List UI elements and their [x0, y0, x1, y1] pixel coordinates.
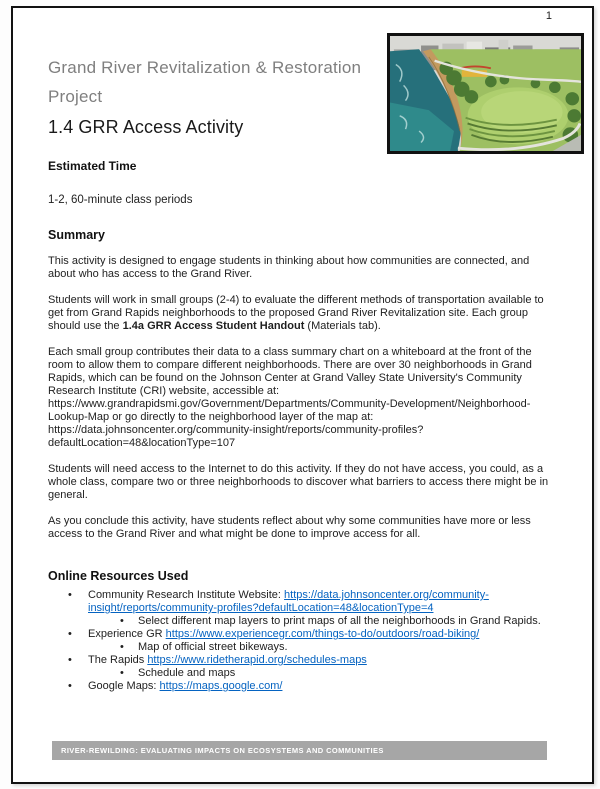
page-number: 1: [545, 10, 552, 22]
resource-item-experience-gr: [48, 628, 555, 654]
summary-heading: Summary: [48, 228, 105, 242]
resource-label: Google Maps:: [88, 680, 160, 692]
resource-subitem: • Schedule and maps: [88, 667, 555, 680]
resource-label: The Rapids: [88, 654, 148, 666]
resource-label: Community Research Institute Website:: [88, 589, 285, 601]
document-content: [48, 0, 555, 693]
handout-name-bold: 1.4a GRR Access Student Handout: [122, 320, 305, 332]
resource-item-cri: [48, 589, 555, 628]
resources-list: [48, 589, 555, 693]
footer-banner: RIVER-REWILDING: EVALUATING IMPACTS ON ECOSYSTEMS AND COMMUNITIES: [52, 741, 547, 760]
summary-paragraph-3: Each small group contributes their data to a class summary chart on a whiteboard at the front of the room to allow them to compare different neighborhoods. There are over 30 neighborhoods in Grand Rapids, which can be found on the Johnson Center at Grand Valley State University's Community Research Institute (CRI) website, accessible at: https://www.grandrapidsmi.gov/Government/Departments/Community-Development/Neighborhood-Lookup-Map or go directly to the neighborhood layer of the map at: https://data.johnsoncenter.org/community-insight/reports/community-profiles?defaultLocation=48&locationType=107: [48, 346, 532, 449]
online-resources-heading: Online Resources Used: [48, 569, 189, 583]
paragraph-text: (Materials tab).: [304, 320, 381, 332]
estimated-time-value: 1-2, 60-minute class periods: [48, 194, 193, 206]
resource-label: Experience GR: [88, 628, 166, 640]
summary-paragraph-1: This activity is designed to engage students in thinking about how communities are connected, and about who has access to the Grand River.: [48, 255, 530, 280]
google-maps-link[interactable]: https://maps.google.com/: [159, 680, 283, 692]
resource-subitem: • Map of official street bikeways.: [88, 641, 555, 654]
estimated-time-heading: Estimated Time: [48, 159, 137, 173]
the-rapids-link[interactable]: https://www.ridetherapid.org/schedules-maps: [147, 654, 367, 666]
summary-paragraph-2: [48, 294, 555, 333]
project-title: Grand River Revitalization & Restoration Project: [48, 58, 362, 106]
summary-paragraph-5: As you conclude this activity, have students reflect about why some communities have more or less access to the Grand River and what might be done to improve access for all.: [48, 515, 531, 540]
activity-title: 1.4 GRR Access Activity: [48, 117, 244, 137]
resource-subitem: • Select different map layers to print maps of all the neighborhoods in Grand Rapids.: [88, 615, 555, 628]
cri-website-link[interactable]: https://data.johnsoncenter.org/community-insight/reports/community-profiles?defaultLocation=48&locationType=4: [88, 589, 489, 614]
experience-gr-link[interactable]: https://www.experiencegr.com/things-to-do/outdoors/road-biking/: [165, 628, 480, 640]
summary-paragraph-4: Students will need access to the Internet to do this activity. If they do not have access, you could, as a whole class, compare two or three neighborhoods to discover what barriers to access there might be in general.: [48, 463, 549, 501]
resource-item-google-maps: [48, 680, 555, 693]
paragraph-text: Students will work in small groups (2-4) to evaluate the different methods of transportation available to get from Grand Rapids neighborhoods to the proposed Grand River Revitalization site. Each group should use the: [48, 294, 544, 332]
resource-item-the-rapids: [48, 654, 555, 680]
